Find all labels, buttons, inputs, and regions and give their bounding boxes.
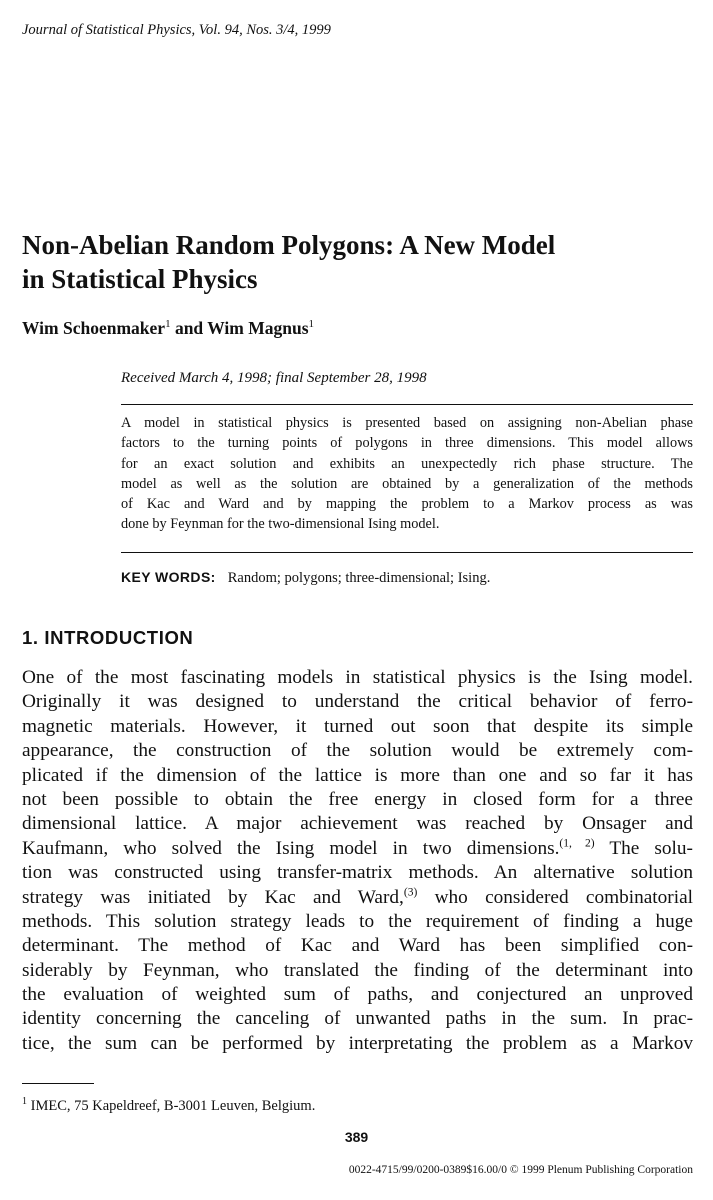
body-line	[22, 910, 693, 934]
author-conjunction: and	[174, 318, 204, 338]
body-line	[22, 715, 693, 739]
affiliation-mark: 1	[308, 318, 315, 331]
body-line-text: determinant. The method of Kac and Ward has been simplified con-	[22, 935, 693, 957]
keywords-label: KEY WORDS:	[121, 569, 216, 585]
body-line	[22, 983, 693, 1007]
keywords-text: Random; polygons; three-dimensional; Ising.	[227, 570, 491, 586]
received-dates: Received March 4, 1998; final September 28, 1998	[121, 370, 427, 386]
footnote-mark: 1	[22, 1096, 27, 1107]
abstract-line: for an exact solution and exhibits an unexpectedly rich phase structure. The	[121, 455, 693, 472]
body-line	[22, 764, 693, 788]
body-line-text: identity concerning the canceling of unwanted paths in the sum. In prac-	[22, 1008, 693, 1030]
article-title	[22, 228, 682, 296]
author-list	[22, 318, 314, 339]
body-line-text: plicated if the dimension of the lattice is more than one and so far it has	[22, 764, 693, 786]
body-line-text: tice, the sum can be performed by interpretating the problem as a Markov	[22, 1032, 693, 1054]
body-line	[22, 812, 693, 836]
footnote	[22, 1096, 315, 1115]
body-line	[22, 1032, 693, 1056]
affiliation-mark: 1	[165, 318, 171, 331]
abstract-line: A model in statistical physics is presented based on assigning non-Abelian phase	[121, 415, 693, 431]
title-line-2: in Statistical Physics	[22, 264, 258, 294]
body-line-text: strategy was initiated by Kac and Ward,	[22, 886, 404, 908]
citation-ref: (3)	[403, 886, 418, 899]
abstract-line: model as well as the solution are obtained by a generalization of the methods	[121, 475, 693, 492]
body-line-text: who considered combinatorial	[417, 886, 693, 908]
body-line-text: methods. This solution strategy leads to the requirement of finding a huge	[22, 910, 693, 932]
body-line	[22, 1007, 693, 1031]
page-number: 389	[344, 1129, 369, 1145]
title-line-1: Non-Abelian Random Polygons: A New Model	[22, 230, 556, 260]
copyright-line: 0022-4715/99/0200-0389$16.00/0 © 1999 Plenum Publishing Corporation	[348, 1164, 693, 1176]
keywords	[121, 569, 490, 587]
body-line-text: Kaufmann, who solved the Ising model in two dimensions.	[22, 837, 560, 859]
body-line	[22, 886, 693, 910]
body-line	[22, 788, 693, 812]
abstract	[121, 413, 693, 535]
body-line	[22, 690, 693, 714]
abstract-line: done by Feynman for the two-dimensional Ising model.	[121, 516, 440, 533]
abstract-line: of Kac and Ward and by mapping the problem to a Markov process as was	[121, 496, 693, 513]
body-line	[22, 739, 693, 763]
footnote-text: IMEC, 75 Kapeldreef, B-3001 Leuven, Belgium.	[27, 1097, 316, 1114]
body-line	[22, 959, 693, 983]
body-line	[22, 666, 693, 690]
section-body	[22, 666, 693, 1056]
abstract-bottom-rule	[121, 552, 693, 553]
body-line-text: Originally it was designed to understand the critical behavior of ferro-	[22, 691, 693, 713]
body-line-text: dimensional lattice. A major achievement was reached by Onsager and	[22, 813, 693, 835]
body-line-text: not been possible to obtain the free energy in closed form for a three	[22, 788, 693, 810]
journal-header: Journal of Statistical Physics, Vol. 94, Nos. 3/4, 1999	[22, 22, 331, 38]
footnote-rule	[22, 1083, 94, 1084]
body-line-text: the evaluation of weighted sum of paths, and conjectured an unproved	[22, 984, 693, 1006]
author-name: Wim Schoenmaker	[22, 318, 166, 338]
body-line-text: tion was constructed using transfer-matrix methods. An alternative solution	[22, 862, 693, 884]
author-name: Wim Magnus	[207, 318, 309, 338]
body-line	[22, 861, 693, 885]
body-line-text: The solu-	[594, 837, 693, 859]
body-line-text: siderably by Feynman, who translated the finding of the determinant into	[22, 959, 693, 981]
citation-ref: (1, 2)	[559, 837, 595, 850]
body-line-text: magnetic materials. However, it turned out soon that despite its simple	[22, 715, 693, 737]
abstract-top-rule	[121, 404, 693, 405]
body-line	[22, 934, 693, 958]
section-heading: 1. INTRODUCTION	[22, 627, 194, 648]
abstract-line: factors to the turning points of polygons in three dimensions. This model allows	[121, 435, 693, 452]
body-line	[22, 837, 693, 861]
body-line-text: One of the most fascinating models in statistical physics is the Ising model.	[22, 667, 693, 688]
body-line-text: appearance, the construction of the solution would be extremely com-	[22, 740, 693, 762]
